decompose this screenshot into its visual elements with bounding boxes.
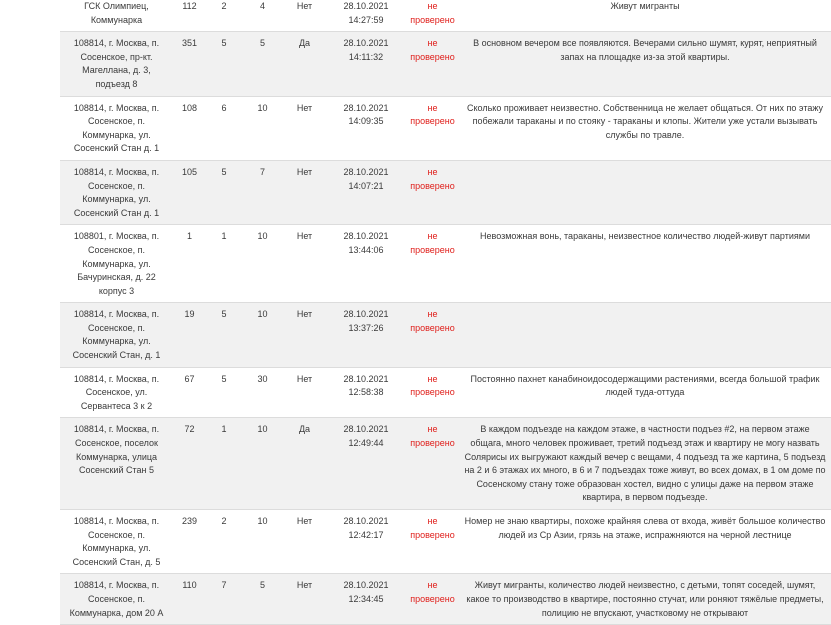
floor-cell: 7 bbox=[221, 580, 227, 591]
legal-status-cell: Нет bbox=[296, 373, 313, 384]
datetime-cell bbox=[326, 0, 406, 32]
address-cell: 108814, г. Москва, п. Сосенское, поселок Коммунарка, улица Сосенский Стан 5 bbox=[73, 424, 160, 476]
apartment-cell: 105 bbox=[181, 166, 198, 177]
time-text: 14:09:35 bbox=[348, 116, 384, 127]
address-cell: 108814, г. Москва, п. Сосенское, п. Коммунарка, ул. Сосенский Стан, д. 1 bbox=[72, 309, 161, 361]
table-row bbox=[60, 160, 831, 224]
people-count-cell: 5 bbox=[259, 38, 265, 49]
datetime-cell bbox=[326, 32, 406, 96]
time-text: 13:44:06 bbox=[348, 244, 384, 255]
people-count-cell: 10 bbox=[257, 231, 268, 242]
check-status-cell: не проверено bbox=[410, 309, 455, 333]
apartment-cell: 108 bbox=[181, 102, 198, 113]
people-count-cell: 10 bbox=[257, 102, 268, 113]
table-row bbox=[60, 574, 831, 625]
floor-cell: 5 bbox=[221, 166, 227, 177]
address-cell: 108814, г. Москва, п. Сосенское, п. Коммунарка, ул. Сосенский Стан д. 1 bbox=[73, 102, 160, 154]
check-status-cell: не проверено bbox=[410, 516, 455, 540]
check-status-cell: не проверено bbox=[410, 424, 455, 449]
date-text: 28.10.2021 bbox=[343, 309, 389, 320]
comment-cell: Невозможная вонь, тараканы, неизвестное количество людей-живут партиями bbox=[480, 231, 810, 242]
check-status-cell: не проверено bbox=[410, 231, 455, 255]
datetime-cell bbox=[326, 303, 406, 367]
floor-cell: 1 bbox=[221, 231, 227, 242]
legal-status-cell: Нет bbox=[296, 166, 313, 177]
address-cell: 108814, г. Москва, п. Сосенское, п. Коммунарка, ул. Сосенский Стан д. 1 bbox=[73, 166, 160, 218]
datetime-cell bbox=[326, 574, 406, 625]
floor-cell: 1 bbox=[221, 424, 227, 435]
comment-cell: В каждом подъезде на каждом этаже, в частности подъез #2, на первом этаже общага, много человек проживает, третий подъезд этаж и квартиру не могу назвать Солярисы их выгружают каждый вечер с вещами, 4 подъезд та же картина, 5 подъезд на 2 и 6 этажах их много, в 6 и 7 подъездах тоже живут, во всех домах, в 1 ом доме по Сосенскому стану тоже образован хостел, видно с улицы даже на первом этаже квартира, в первом подъезде. bbox=[464, 424, 826, 503]
time-text: 13:37:26 bbox=[348, 322, 384, 333]
check-status-cell: не проверено bbox=[410, 580, 455, 604]
time-text: 14:11:32 bbox=[348, 51, 384, 62]
legal-status-cell: Нет bbox=[296, 231, 313, 242]
comment-cell bbox=[459, 160, 831, 224]
legal-status-cell: Нет bbox=[296, 580, 313, 591]
date-text: 28.10.2021 bbox=[343, 424, 389, 435]
apartment-cell: 72 bbox=[184, 424, 195, 435]
address-cell: ГСК Олимпиец, Коммунарка bbox=[84, 1, 149, 25]
address-cell: 108801, г. Москва, п. Сосенское, п. Коммунарка, ул. Бачуринская, д. 22 корпус 3 bbox=[73, 231, 160, 296]
people-count-cell: 4 bbox=[259, 1, 265, 11]
table-row bbox=[60, 225, 831, 303]
table-row bbox=[60, 367, 831, 418]
legal-status-cell: Нет bbox=[296, 516, 313, 526]
date-text: 28.10.2021 bbox=[343, 580, 389, 591]
address-cell: 108814, г. Москва, п. Сосенское, пр-кт. Магеллана, д. 3, подъезд 8 bbox=[73, 38, 160, 89]
date-text: 28.10.2021 bbox=[343, 102, 389, 113]
datetime-cell bbox=[326, 510, 406, 574]
time-text: 12:42:17 bbox=[348, 529, 384, 540]
reports-table bbox=[60, 0, 831, 625]
floor-cell: 6 bbox=[221, 102, 227, 113]
datetime-cell bbox=[326, 160, 406, 224]
apartment-cell: 19 bbox=[184, 309, 195, 320]
date-text: 28.10.2021 bbox=[343, 38, 389, 49]
apartment-cell: 351 bbox=[181, 38, 198, 49]
apartment-cell: 1 bbox=[186, 231, 192, 242]
datetime-cell bbox=[326, 96, 406, 160]
floor-cell: 5 bbox=[221, 38, 227, 49]
comment-cell: Живут мигранты, количество людей неизвестно, с детьми, топят соседей, шумят, какое то производство в квартире, постоянно стучат, или роняют тяжёлые предметы, полицию не впускают, участковому не открывают bbox=[466, 580, 824, 618]
people-count-cell: 7 bbox=[259, 166, 265, 177]
time-text: 12:49:44 bbox=[348, 438, 384, 449]
time-text: 12:34:45 bbox=[348, 593, 384, 604]
legal-status-cell: Нет bbox=[296, 309, 313, 320]
table-row bbox=[60, 32, 831, 96]
datetime-cell bbox=[326, 418, 406, 510]
people-count-cell: 10 bbox=[257, 309, 268, 320]
date-text: 28.10.2021 bbox=[343, 1, 389, 11]
check-status-cell: не проверено bbox=[410, 1, 455, 25]
address-cell: 108814, г. Москва, п. Сосенское, п. Коммунарка, ул. Сосенский Стан, д. 5 bbox=[72, 516, 161, 567]
people-count-cell: 10 bbox=[257, 516, 268, 526]
date-text: 28.10.2021 bbox=[343, 231, 389, 242]
check-status-cell: не проверено bbox=[410, 38, 455, 62]
date-text: 28.10.2021 bbox=[343, 373, 389, 384]
address-cell: 108814, г. Москва, п. Сосенское, ул. Сервантеса 3 к 2 bbox=[73, 373, 160, 411]
date-text: 28.10.2021 bbox=[343, 516, 389, 526]
people-count-cell: 5 bbox=[259, 580, 265, 591]
time-text: 12:58:38 bbox=[348, 387, 384, 398]
people-count-cell: 30 bbox=[257, 373, 268, 384]
floor-cell: 5 bbox=[221, 373, 227, 384]
table-row bbox=[60, 510, 831, 574]
comment-cell: Сколько проживает неизвестно. Собственница не желает общаться. От них по этажу побежали тараканы и по стояку - тараканы и клопы. Жители уже устали вызывать службы по травле. bbox=[467, 102, 823, 140]
legal-status-cell: Нет bbox=[296, 102, 313, 113]
comment-cell: Живут мигранты bbox=[610, 1, 680, 11]
legal-status-cell: Нет bbox=[296, 1, 313, 11]
floor-cell: 2 bbox=[221, 1, 227, 11]
datetime-cell bbox=[326, 367, 406, 418]
check-status-cell: не проверено bbox=[410, 102, 455, 127]
apartment-cell: 110 bbox=[182, 580, 197, 591]
datetime-cell bbox=[326, 225, 406, 303]
legal-status-cell: Да bbox=[298, 424, 311, 435]
time-text: 14:27:59 bbox=[348, 14, 384, 25]
reports-table-body bbox=[60, 0, 831, 625]
table-row bbox=[60, 303, 831, 367]
check-status-cell: не проверено bbox=[410, 373, 455, 398]
floor-cell: 2 bbox=[221, 516, 227, 526]
comment-cell: Номер не знаю квартиры, похоже крайняя слева от входа, живёт большое количество людей из Ср Азии, грязь на этаже, испражняются на черной лестнице bbox=[464, 516, 826, 540]
people-count-cell: 10 bbox=[257, 424, 268, 435]
apartment-cell: 239 bbox=[181, 516, 198, 526]
table-row bbox=[60, 418, 831, 510]
comment-cell: В основном вечером все появляются. Вечерами сильно шумят, курят, неприятный запах на площадке из-за этой квартиры. bbox=[473, 38, 817, 62]
floor-cell: 5 bbox=[221, 309, 227, 320]
apartment-cell: 112 bbox=[182, 1, 197, 11]
check-status-cell: не проверено bbox=[410, 166, 455, 191]
date-text: 28.10.2021 bbox=[343, 166, 389, 177]
address-cell: 108814, г. Москва, п. Сосенское, п. Коммунарка, дом 20 А bbox=[69, 580, 164, 618]
time-text: 14:07:21 bbox=[348, 180, 384, 191]
legal-status-cell: Да bbox=[298, 38, 311, 49]
apartment-cell: 67 bbox=[184, 373, 195, 384]
table-row bbox=[60, 96, 831, 160]
table-row bbox=[60, 0, 831, 32]
comment-cell bbox=[459, 303, 831, 367]
comment-cell: Постоянно пахнет канабиноидосодержащими растениями, всегда большой трафик людей туда-оттуда bbox=[470, 373, 820, 398]
